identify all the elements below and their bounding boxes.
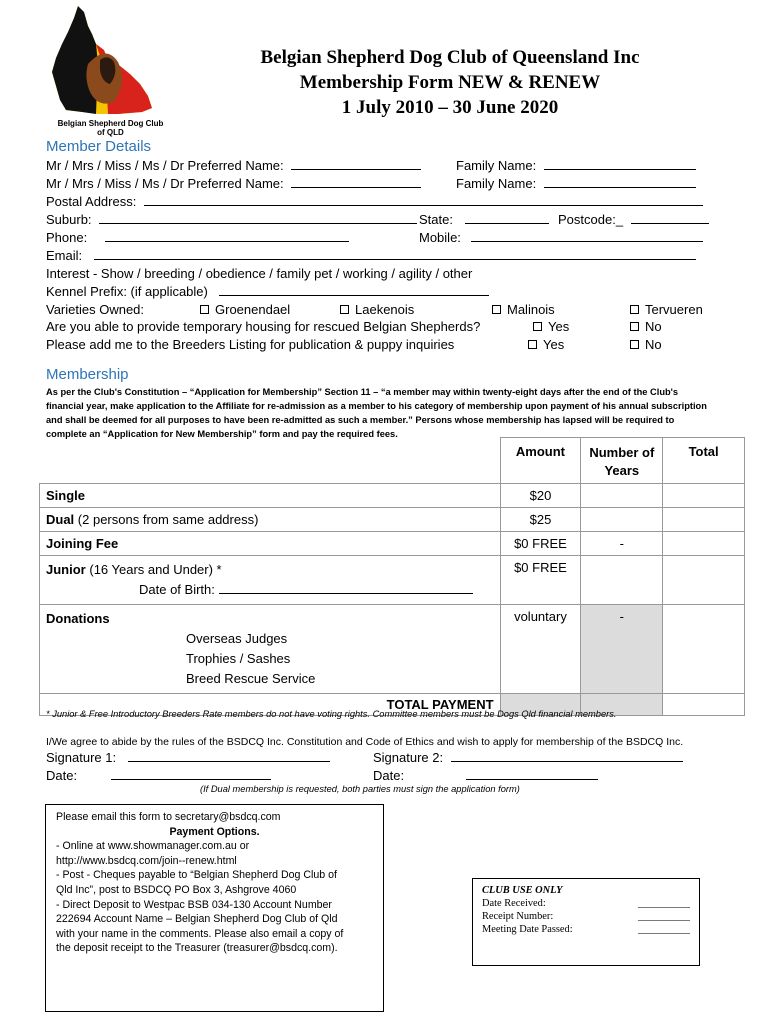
- breeders-yes[interactable]: [528, 336, 564, 354]
- dual-total-cell[interactable]: [663, 508, 745, 532]
- club-use-box: [472, 878, 700, 966]
- total-payment-label: TOTAL PAYMENT: [40, 694, 501, 716]
- dual-sign-note: (If Dual membership is requested, both parties must sign the application form): [200, 784, 520, 794]
- donations-label: Donations: [46, 611, 110, 626]
- kennel-prefix-row: [46, 283, 489, 301]
- club-use-heading: CLUB USE ONLY: [482, 885, 563, 896]
- signature2-field[interactable]: [451, 750, 683, 762]
- email-row: [46, 247, 696, 265]
- checkbox-icon[interactable]: [630, 305, 639, 314]
- donation-item: Breed Rescue Service: [186, 671, 316, 686]
- signature1-row: [46, 749, 330, 767]
- club-use-row: [482, 923, 690, 936]
- phone-label: Phone:: [46, 230, 88, 245]
- date-received-label: Date Received:: [482, 898, 546, 909]
- state-label: State:: [419, 212, 453, 227]
- mobile-row: [419, 229, 703, 247]
- date1-label: Date:: [46, 768, 78, 783]
- joining-amount: $0 FREE: [500, 532, 581, 556]
- variety-tervueren[interactable]: [630, 301, 703, 319]
- table-row-donations: [40, 605, 745, 694]
- member-details-heading: Member Details: [46, 138, 152, 155]
- donations-total-cell[interactable]: [663, 605, 745, 694]
- checkbox-icon[interactable]: [528, 340, 537, 349]
- title-line1: Belgian Shepherd Dog Club of Queensland Inc: [260, 47, 640, 68]
- preferred-name-label: Mr / Mrs / Miss / Ms / Dr Preferred Name:: [46, 176, 284, 191]
- queensland-map-logo-icon: [48, 4, 173, 116]
- varieties-label: Varieties Owned:: [46, 302, 145, 317]
- single-total-cell[interactable]: [663, 484, 745, 508]
- payment-line: the deposit receipt to the Treasurer (treasurer@bsdcq.com).: [56, 942, 338, 955]
- donation-item: Overseas Judges: [186, 631, 288, 646]
- junior-label: Junior: [46, 562, 86, 577]
- junior-note: (16 Years and Under) *: [89, 562, 222, 577]
- variety-groenendael[interactable]: [200, 301, 290, 319]
- family-name-field-1[interactable]: [544, 158, 696, 170]
- family-name-field-2[interactable]: [544, 176, 696, 188]
- breeders-no[interactable]: [630, 336, 662, 354]
- yes-label: Yes: [543, 337, 565, 352]
- joining-total-cell[interactable]: [663, 532, 745, 556]
- receipt-number-blank[interactable]: __________: [638, 911, 690, 922]
- phone-row: [46, 229, 349, 247]
- family-name-row-1: [456, 157, 696, 175]
- payment-line: Qld Inc”, post to BSDCQ PO Box 3, Ashgrove 4060: [56, 883, 297, 896]
- postcode-row: [558, 211, 709, 229]
- single-label: Single: [46, 488, 86, 503]
- table-row-junior: [40, 556, 745, 605]
- date2-label: Date:: [373, 768, 405, 783]
- junior-total-cell[interactable]: [663, 556, 745, 605]
- payment-line: - Direct Deposit to Westpac BSB 034-130 Account Number: [56, 898, 332, 911]
- junior-amount: $0 FREE: [500, 556, 581, 605]
- email-label: Email:: [46, 248, 83, 263]
- checkbox-icon[interactable]: [200, 305, 209, 314]
- no-label: No: [645, 319, 662, 334]
- postal-address-row: [46, 193, 703, 211]
- logo-caption-line1: Belgian Shepherd Dog Club: [57, 119, 164, 128]
- meeting-date-label: Meeting Date Passed:: [482, 924, 573, 935]
- col-amount-header: Amount: [500, 438, 581, 484]
- table-row-single: [40, 484, 745, 508]
- checkbox-icon[interactable]: [630, 340, 639, 349]
- no-label: No: [645, 337, 662, 352]
- table-corner: [40, 438, 501, 484]
- variety-label: Tervueren: [645, 302, 703, 317]
- title-line3: 1 July 2010 – 30 June 2020: [341, 97, 559, 118]
- donation-item: Trophies / Sashes: [186, 651, 291, 666]
- single-amount: $20: [500, 484, 581, 508]
- constitution-text: As per the Club's Constitution – “Application for Membership” Section 11 – “a member may within twenty-eight days after the end of the Club's financial year, make application to the Affiliate for re-admission as a member to his category of membership upon payment of his annual subscription and shall be deemed for all purposes to have been re-admitted as such a member.” Persons whose membership has lapsed will be required to complete an “Application for New Membership” form and pay the required fees.: [46, 387, 707, 439]
- dual-label: Dual: [46, 512, 75, 527]
- suburb-label: Suburb:: [46, 212, 92, 227]
- checkbox-icon[interactable]: [630, 322, 639, 331]
- yes-label: Yes: [548, 319, 570, 334]
- housing-question: Are you able to provide temporary housing for rescued Belgian Shepherds?: [46, 319, 481, 334]
- signature2-row: [373, 749, 683, 767]
- date1-field[interactable]: [111, 768, 271, 780]
- meeting-date-blank[interactable]: __________: [638, 924, 690, 935]
- mobile-label: Mobile:: [419, 230, 461, 245]
- postal-address-label: Postal Address:: [46, 194, 137, 209]
- single-years-cell[interactable]: [581, 484, 663, 508]
- payment-line: 222694 Account Name – Belgian Shepherd Dog Club of Qld: [56, 913, 338, 926]
- variety-label: Groenendael: [215, 302, 291, 317]
- date2-field[interactable]: [466, 768, 598, 780]
- kennel-prefix-label: Kennel Prefix: (if applicable): [46, 284, 208, 299]
- date2-row: [373, 767, 598, 785]
- footnote: * Junior & Free Introductory Breeders Rate members do not have voting rights. Committee members must be Dogs Qld financial members.: [46, 709, 617, 719]
- dual-amount: $25: [500, 508, 581, 532]
- joining-years: -: [581, 532, 663, 556]
- col-years-header: Number of Years: [581, 438, 663, 484]
- preferred-name-field-1[interactable]: [291, 158, 421, 170]
- payment-line: - Post - Cheques payable to “Belgian Shepherd Dog Club of: [56, 869, 337, 882]
- state-field[interactable]: [465, 212, 549, 224]
- date1-row: [46, 767, 271, 785]
- payment-options-heading: Payment Options.: [169, 825, 260, 838]
- signature1-label: Signature 1:: [46, 750, 117, 765]
- col-total-header: Total: [663, 438, 745, 484]
- preferred-name-row-1: [46, 157, 421, 175]
- checkbox-icon[interactable]: [340, 305, 349, 314]
- postcode-label: Postcode:_: [558, 212, 624, 227]
- date-received-blank[interactable]: __________: [638, 898, 690, 909]
- email-field[interactable]: [94, 248, 696, 260]
- membership-table: [39, 437, 745, 716]
- payment-box: [45, 804, 384, 1012]
- receipt-number-label: Receipt Number:: [482, 911, 554, 922]
- postal-address-field[interactable]: [144, 194, 703, 206]
- postcode-field[interactable]: [631, 212, 709, 224]
- signature2-label: Signature 2:: [373, 750, 444, 765]
- checkbox-icon[interactable]: [492, 305, 501, 314]
- donations-years: -: [581, 605, 663, 694]
- payment-line: http://www.bsdcq.com/join--renew.html: [56, 854, 237, 867]
- checkbox-icon[interactable]: [533, 322, 542, 331]
- interest-line: Interest - Show / breeding / obedience / family pet / working / agility / other: [46, 266, 473, 281]
- variety-label: Malinois: [507, 302, 555, 317]
- club-use-row: [482, 910, 690, 923]
- family-name-row-2: [456, 175, 696, 193]
- family-name-label: Family Name:: [456, 158, 537, 173]
- page-title: [190, 45, 710, 120]
- variety-label: Laekenois: [355, 302, 415, 317]
- table-row-joining: [40, 532, 745, 556]
- variety-malinois[interactable]: [492, 301, 555, 319]
- club-logo: [48, 4, 173, 137]
- housing-no[interactable]: [630, 318, 662, 336]
- dual-years-cell[interactable]: [581, 508, 663, 532]
- joining-label: Joining Fee: [46, 536, 119, 551]
- table-row-dual: [40, 508, 745, 532]
- dob-label: Date of Birth:: [139, 582, 215, 597]
- preferred-name-field-2[interactable]: [291, 176, 421, 188]
- dob-field[interactable]: [219, 582, 473, 594]
- preferred-name-row-2: [46, 175, 421, 193]
- preferred-name-label: Mr / Mrs / Miss / Ms / Dr Preferred Name:: [46, 158, 284, 173]
- state-row: [419, 211, 549, 229]
- variety-laekenois[interactable]: [340, 301, 414, 319]
- payment-line: - Online at www.showmanager.com.au or: [56, 840, 250, 853]
- payment-email-line: Please email this form to secretary@bsdcq.com: [56, 811, 281, 823]
- suburb-field[interactable]: [99, 212, 417, 224]
- junior-years-cell[interactable]: [581, 556, 663, 605]
- title-line2: Membership Form NEW & RENEW: [299, 72, 601, 93]
- payment-line: with your name in the comments. Please also email a copy of: [56, 927, 344, 940]
- donations-amount: voluntary: [500, 605, 581, 694]
- club-use-row: [482, 897, 690, 910]
- signature1-field[interactable]: [128, 750, 330, 762]
- breeders-question: Please add me to the Breeders Listing for publication & puppy inquiries: [46, 337, 455, 352]
- membership-heading: Membership: [46, 366, 129, 383]
- total-payment-cell[interactable]: [663, 694, 745, 716]
- logo-caption-line2: of QLD: [97, 128, 124, 137]
- family-name-label: Family Name:: [456, 176, 537, 191]
- suburb-row: [46, 211, 417, 229]
- dual-note: (2 persons from same address): [77, 512, 259, 527]
- kennel-prefix-field[interactable]: [219, 284, 489, 296]
- agreement-text: I/We agree to abide by the rules of the BSDCQ Inc. Constitution and Code of Ethics and wish to apply for membership of the BSDCQ Inc.: [46, 736, 684, 748]
- phone-field[interactable]: [105, 230, 349, 242]
- mobile-field[interactable]: [471, 230, 703, 242]
- housing-yes[interactable]: [533, 318, 569, 336]
